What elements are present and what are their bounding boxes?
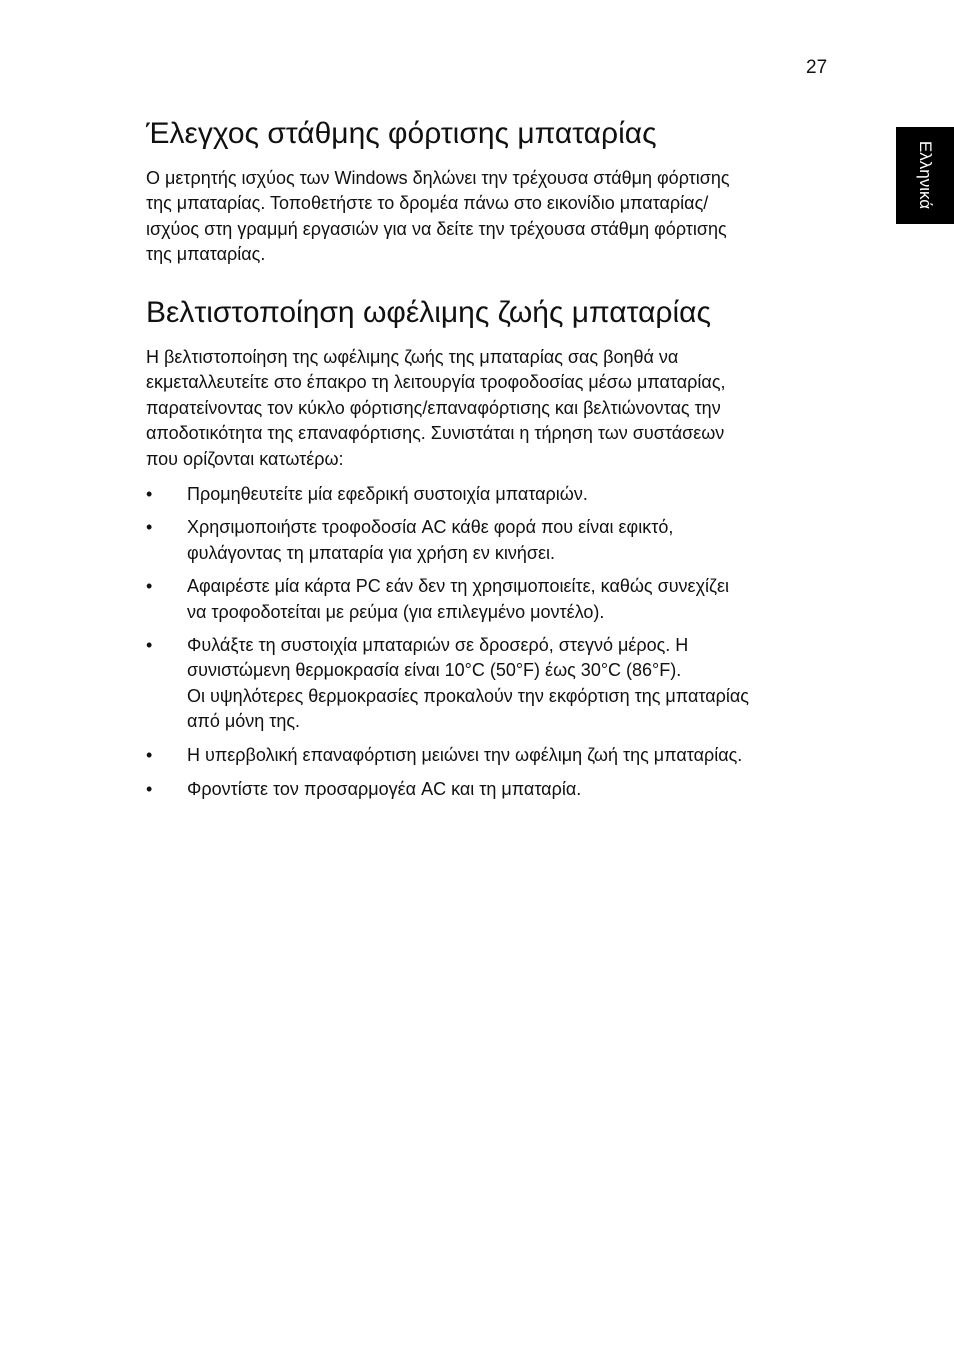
language-tab-label: Ελληνικά [916, 140, 935, 210]
list-item [146, 633, 846, 735]
bullet-icon: • [146, 744, 153, 765]
section-heading-battery-life: Βελτιστοποίηση ωφέλιμης ζωής μπαταρίας [146, 296, 711, 329]
page-number: 27 [806, 57, 828, 78]
list-item-line: Η υπερβολική επαναφόρτιση μειώνει την ωφέλιμη ζωή της μπαταρίας. [187, 744, 743, 765]
list-item-line: Οι υψηλότερες θερμοκρασίες προκαλούν την εκφόρτιση της μπαταρίας [187, 685, 749, 706]
list-item-line: Φροντίστε τον προσαρμογέα AC και τη μπαταρία. [187, 779, 582, 800]
paragraph-line: ισχύος στη γραμμή εργασιών για να δείτε την τρέχουσα στάθμη φόρτισης [146, 218, 727, 239]
list-item [146, 743, 846, 768]
bullet-icon: • [146, 484, 153, 504]
paragraph-line: παρατείνοντας τον κύκλο φόρτισης/επαναφόρτισης και βελτιώνοντας την [146, 397, 721, 418]
recommendations-list [146, 482, 846, 802]
paragraph-line: που ορίζονται κατωτέρω: [146, 448, 344, 469]
battery-level-paragraph [146, 166, 826, 268]
section-heading-battery-level: Έλεγχος στάθμης φόρτισης μπαταρίας [146, 117, 657, 150]
list-item-line: φυλάγοντας τη μπαταρία για χρήση εν κινήσει. [187, 542, 555, 563]
list-item-line: Φυλάξτε τη συστοιχία μπαταριών σε δροσερό, στεγνό μέρος. Η [187, 635, 689, 656]
bullet-icon: • [146, 576, 153, 597]
list-item-line: Αφαιρέστε μία κάρτα PC εάν δεν τη χρησιμοποιείτε, καθώς συνεχίζει [187, 576, 729, 597]
list-item-line: να τροφοδοτείται με ρεύμα (για επιλεγμένο μοντέλο). [187, 601, 605, 622]
list-item-line: Χρησιμοποιήστε τροφοδοσία AC κάθε φορά που είναι εφικτό, [187, 517, 674, 538]
list-item [146, 574, 846, 625]
list-item-line: Προμηθευτείτε μία εφεδρική συστοιχία μπαταριών. [187, 484, 588, 504]
paragraph-line: Ο μετρητής ισχύος των Windows δηλώνει την τρέχουσα στάθμη φόρτισης [146, 168, 730, 188]
battery-life-paragraph [146, 345, 831, 472]
paragraph-line: της μπαταρίας. [146, 244, 266, 265]
paragraph-line: της μπαταρίας. Τοποθετήστε το δρομέα πάνω στο εικονίδιο μπαταρίας/ [146, 193, 709, 214]
list-item [146, 482, 846, 507]
list-item [146, 515, 846, 566]
list-item [146, 777, 846, 802]
paragraph-line: εκμεταλλευτείτε στο έπακρο τη λειτουργία τροφοδοσίας μέσω μπαταρίας, [146, 372, 726, 393]
bullet-icon: • [146, 779, 153, 800]
list-item-line: συνιστώμενη θερμοκρασία είναι 10°C (50°F) έως 30°C (86°F). [187, 660, 682, 681]
bullet-icon: • [146, 517, 153, 538]
bullet-icon: • [146, 635, 153, 656]
list-item-line: από μόνη της. [187, 711, 301, 732]
paragraph-line: αποδοτικότητα της επαναφόρτισης. Συνιστάται η τήρηση των συστάσεων [146, 423, 725, 444]
language-tab [896, 127, 954, 224]
paragraph-line: Η βελτιστοποίηση της ωφέλιμης ζωής της μπαταρίας σας βοηθά να [146, 347, 679, 367]
